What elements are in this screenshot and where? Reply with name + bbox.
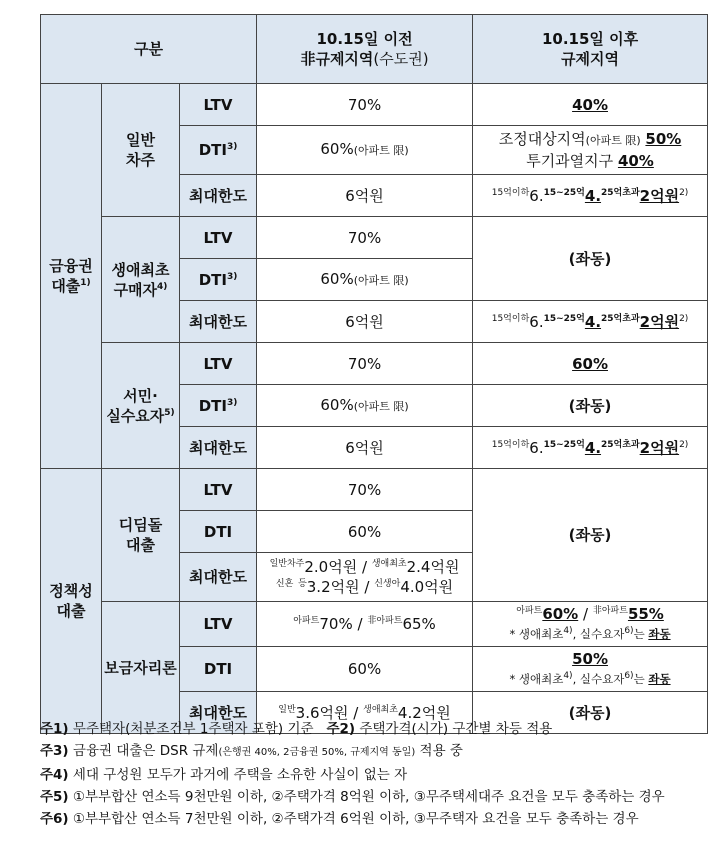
table-row <box>41 217 708 259</box>
general-ltv-before: 70% <box>257 84 473 126</box>
label-dti: DTI$^{3)}$ <box>180 259 257 301</box>
header-after-region: 규제지역 <box>561 50 620 68</box>
firsttime-max-before: 6억원 <box>257 301 473 343</box>
label-max: 최대한도 <box>180 301 257 343</box>
firsttime-max-after: $^{15억이하}$6.$^{15\sim 25억}$4.$^{25억초과}$2억원$^{2)}$ <box>473 301 708 343</box>
group-finance: 금융권 대출$^{1)}$ <box>41 84 102 469</box>
table-row <box>41 343 708 385</box>
group-policy: 정책성 대출 <box>41 469 102 734</box>
label-dti: DTI$^{3)}$ <box>180 385 257 427</box>
ltv-dti-comparison-table <box>40 14 708 734</box>
header-before-region: 非규제지역(수도권) <box>300 50 429 68</box>
header-after-date: 10.15일 이후 <box>541 30 639 48</box>
bogeumjari-ltv-after: $^{아파트}$60% / $^{非아파트}$55% * 생애최초$^{4)}$, 실수요자$^{6)}$는 좌동 <box>473 602 708 647</box>
table-row <box>41 602 708 647</box>
label-max: 최대한도 <box>180 175 257 217</box>
label-ltv: LTV <box>180 217 257 259</box>
firsttime-dti-before: 60%(아파트 限) <box>257 259 473 301</box>
bogeumjari-ltv-before: $^{아파트}$70% / $^{非아파트}$65% <box>257 602 473 647</box>
didimdol-ltv-before: 70% <box>257 469 473 511</box>
lowincome-max-after: $^{15억이하}$6.$^{15\sim 25억}$4.$^{25억초과}$2억원$^{2)}$ <box>473 427 708 469</box>
label-ltv: LTV <box>180 343 257 385</box>
header-before-date: 10.15일 이전 <box>316 30 413 48</box>
firsttime-ltv-before: 70% <box>257 217 473 259</box>
header-row <box>41 15 708 84</box>
header-before <box>257 15 473 84</box>
table-row <box>41 469 708 511</box>
didimdol-max-before: $^{일반차주}$2.0억원 / $^{생애최초}$2.4억원 $^{신혼}$ $^등$3.2억원 / $^{신생아}$4.0억원 <box>257 553 473 602</box>
bogeumjari-max-before: $^{일반}$3.6억원 / $^{생애최초}$4.2억원 <box>257 692 473 734</box>
label-ltv: LTV <box>180 602 257 647</box>
general-dti-before: 60%(아파트 限) <box>257 126 473 175</box>
header-category: 구분 <box>41 15 257 84</box>
firsttime-ltv-dti-after: (좌동) <box>473 217 708 301</box>
bogeumjari-dti-after: 50% * 생애최초$^{4)}$, 실수요자$^{6)}$는 좌동 <box>473 647 708 692</box>
label-dti: DTI <box>180 511 257 553</box>
subgroup-firsttime: 생애최초 구매자$^{4)}$ <box>102 217 180 343</box>
subgroup-didimdol: 디딤돌 대출 <box>102 469 180 602</box>
general-max-after: $^{15억이하}$6.$^{15\sim 25억}$4.$^{25억초과}$2억원$^{2)}$ <box>473 175 708 217</box>
header-after <box>473 15 708 84</box>
footnote-6: 주6) ①부부합산 연소득 7천만원 이하, ②주택가격 6억원 이하, ③무주택자 요건을 모두 충족하는 경우 <box>40 811 639 827</box>
lowincome-ltv-after: 60% <box>473 343 708 385</box>
footnotes <box>40 718 720 830</box>
didimdol-dti-before: 60% <box>257 511 473 553</box>
subgroup-lowincome: 서민· 실수요자$^{5)}$ <box>102 343 180 469</box>
footnote-5: 주5) ①부부합산 연소득 9천만원 이하, ②주택가격 8억원 이하, ③무주택세대주 요건을 모두 충족하는 경우 <box>40 789 665 805</box>
general-max-before: 6억원 <box>257 175 473 217</box>
subgroup-general: 일반 차주 <box>102 84 180 217</box>
label-ltv: LTV <box>180 469 257 511</box>
lowincome-ltv-before: 70% <box>257 343 473 385</box>
general-dti-after: 조정대상지역(아파트 限) 50% 투기과열지구 40% <box>473 126 708 175</box>
label-max: 최대한도 <box>180 553 257 602</box>
footnote-3: 주3) 금융권 대출은 DSR 규제(은행권 40%, 2금융권 50%, 규제지역 동일) 적용 중 <box>40 743 463 759</box>
bogeumjari-dti-before: 60% <box>257 647 473 692</box>
label-max: 최대한도 <box>180 692 257 734</box>
label-dti: DTI$^{3)}$ <box>180 126 257 175</box>
bogeumjari-max-after: (좌동) <box>473 692 708 734</box>
label-dti: DTI <box>180 647 257 692</box>
general-ltv-after: 40% <box>473 84 708 126</box>
table-row <box>41 84 708 126</box>
lowincome-max-before: 6억원 <box>257 427 473 469</box>
footnote-4: 주4) 세대 구성원 모두가 과거에 주택을 소유한 사실이 없는 자 <box>40 767 408 783</box>
didimdol-after: (좌동) <box>473 469 708 602</box>
lowincome-dti-before: 60%(아파트 限) <box>257 385 473 427</box>
label-ltv: LTV <box>180 84 257 126</box>
footnote-1-2: 주1) 무주택자(처분조건부 1주택자 포함) 기준 주2) 주택가격(시가) 구간별 차등 적용 <box>40 721 553 737</box>
subgroup-bogeumjari: 보금자리론 <box>102 602 180 734</box>
label-max: 최대한도 <box>180 427 257 469</box>
lowincome-dti-after: (좌동) <box>473 385 708 427</box>
